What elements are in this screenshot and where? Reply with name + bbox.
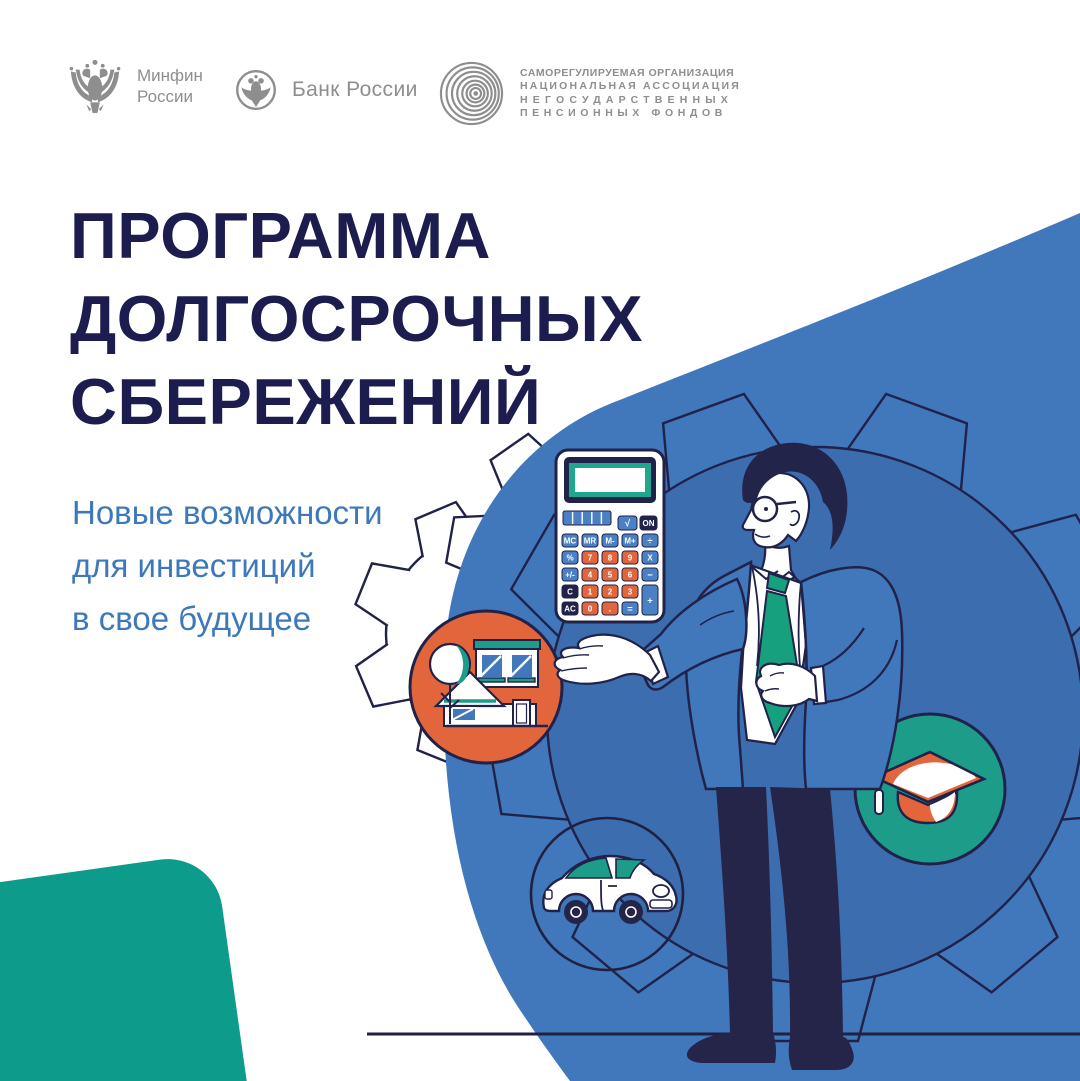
svg-text:M-: M- [605, 536, 615, 546]
calc-key-sqrt [618, 516, 637, 530]
calc-key-5 [602, 568, 618, 581]
napf-label [520, 67, 741, 121]
calc-key-4 [582, 568, 598, 581]
svg-text:√: √ [624, 518, 631, 530]
napf-label-line-2: НАЦИОНАЛЬНАЯ АССОЦИАЦИЯ [520, 80, 741, 93]
cbr-logo [234, 68, 418, 112]
calc-key-6 [622, 568, 638, 581]
napf-label-line-1: САМОРЕГУЛИРУЕМАЯ ОРГАНИЗАЦИЯ [520, 66, 735, 79]
minfin-label [137, 65, 203, 107]
svg-text:8: 8 [607, 553, 613, 563]
svg-text:7: 7 [587, 553, 593, 563]
svg-text:.: . [608, 603, 612, 615]
svg-text:5: 5 [607, 570, 613, 580]
man-hand-chest [756, 664, 817, 706]
minfin-label-line-1: Минфин [137, 66, 203, 85]
minfin-logo [68, 56, 203, 116]
calc-key-8 [602, 551, 618, 564]
svg-text:4: 4 [587, 570, 593, 580]
corner-teal-shape [0, 852, 260, 1081]
calc-key-percent [562, 551, 578, 564]
calculator-icon [556, 450, 664, 622]
house-icon [430, 640, 548, 726]
calc-memory-strip [563, 511, 611, 525]
subtitle-line-2: для инвестиций [72, 547, 316, 584]
svg-text:%: % [566, 553, 574, 563]
title-line-2: ДОЛГОСРОЧНЫХ [70, 282, 644, 355]
double-headed-eagle-icon [68, 56, 122, 116]
svg-text:X: X [647, 553, 653, 563]
cbr-label: Банк России [292, 78, 418, 101]
calc-key-plusminus [562, 568, 578, 581]
calc-key-mminus [602, 534, 618, 547]
house-circle [410, 611, 562, 763]
svg-text:÷: ÷ [647, 536, 653, 547]
napf-logo [438, 60, 741, 127]
svg-text:C: C [567, 587, 573, 597]
calc-key-1 [582, 585, 598, 598]
svg-text:MC: MC [563, 536, 577, 546]
svg-text:6: 6 [627, 570, 633, 580]
subtitle-line-3: в свое будущее [72, 600, 312, 637]
svg-text:+/-: +/- [565, 570, 575, 580]
calc-key-2 [602, 585, 618, 598]
calc-key-mplus [622, 534, 638, 547]
svg-text:=: = [627, 604, 633, 615]
svg-text:ON: ON [642, 519, 655, 528]
bank-of-russia-eagle-icon [234, 68, 278, 112]
subtitle-line-1: Новые возможности [72, 494, 383, 531]
svg-text:AC: AC [564, 604, 576, 614]
calc-key-c [562, 585, 578, 598]
calc-screen [575, 468, 645, 492]
svg-text:+: + [647, 595, 653, 607]
svg-text:3: 3 [627, 587, 633, 597]
title-line-3: СБЕРЕЖЕНИЙ [70, 365, 542, 438]
calc-key-3 [622, 585, 638, 598]
calc-key-multiply [642, 551, 658, 564]
calc-key-7 [582, 551, 598, 564]
man-shoe-back [789, 1037, 854, 1070]
calc-key-minus [642, 568, 658, 581]
napf-label-line-3: НЕГОСУДАРСТВЕННЫХ [520, 93, 733, 106]
spiral-icon [438, 60, 505, 127]
svg-text:−: − [647, 570, 653, 581]
poster-subtitle [72, 486, 383, 645]
calc-key-dot [602, 602, 618, 615]
calc-key-mr [582, 534, 598, 547]
svg-text:0: 0 [587, 604, 593, 614]
calc-key-ac [562, 602, 578, 615]
calc-key-on [640, 516, 657, 530]
calc-key-divide [642, 534, 658, 547]
calc-key-mc [562, 534, 578, 547]
svg-text:MR: MR [583, 536, 597, 546]
svg-text:2: 2 [607, 587, 613, 597]
svg-text:9: 9 [627, 553, 633, 563]
calc-key-0 [582, 602, 598, 615]
svg-text:M+: M+ [624, 536, 636, 546]
calc-key-equals [622, 602, 638, 615]
minfin-label-line-2: России [137, 87, 194, 106]
napf-label-line-4: ПЕНСИОННЫХ ФОНДОВ [520, 106, 727, 119]
poster-title [70, 194, 643, 443]
svg-text:1: 1 [587, 587, 593, 597]
calc-key-plus [642, 585, 658, 615]
title-line-1: ПРОГРАММА [70, 199, 491, 272]
calc-key-9 [622, 551, 638, 564]
